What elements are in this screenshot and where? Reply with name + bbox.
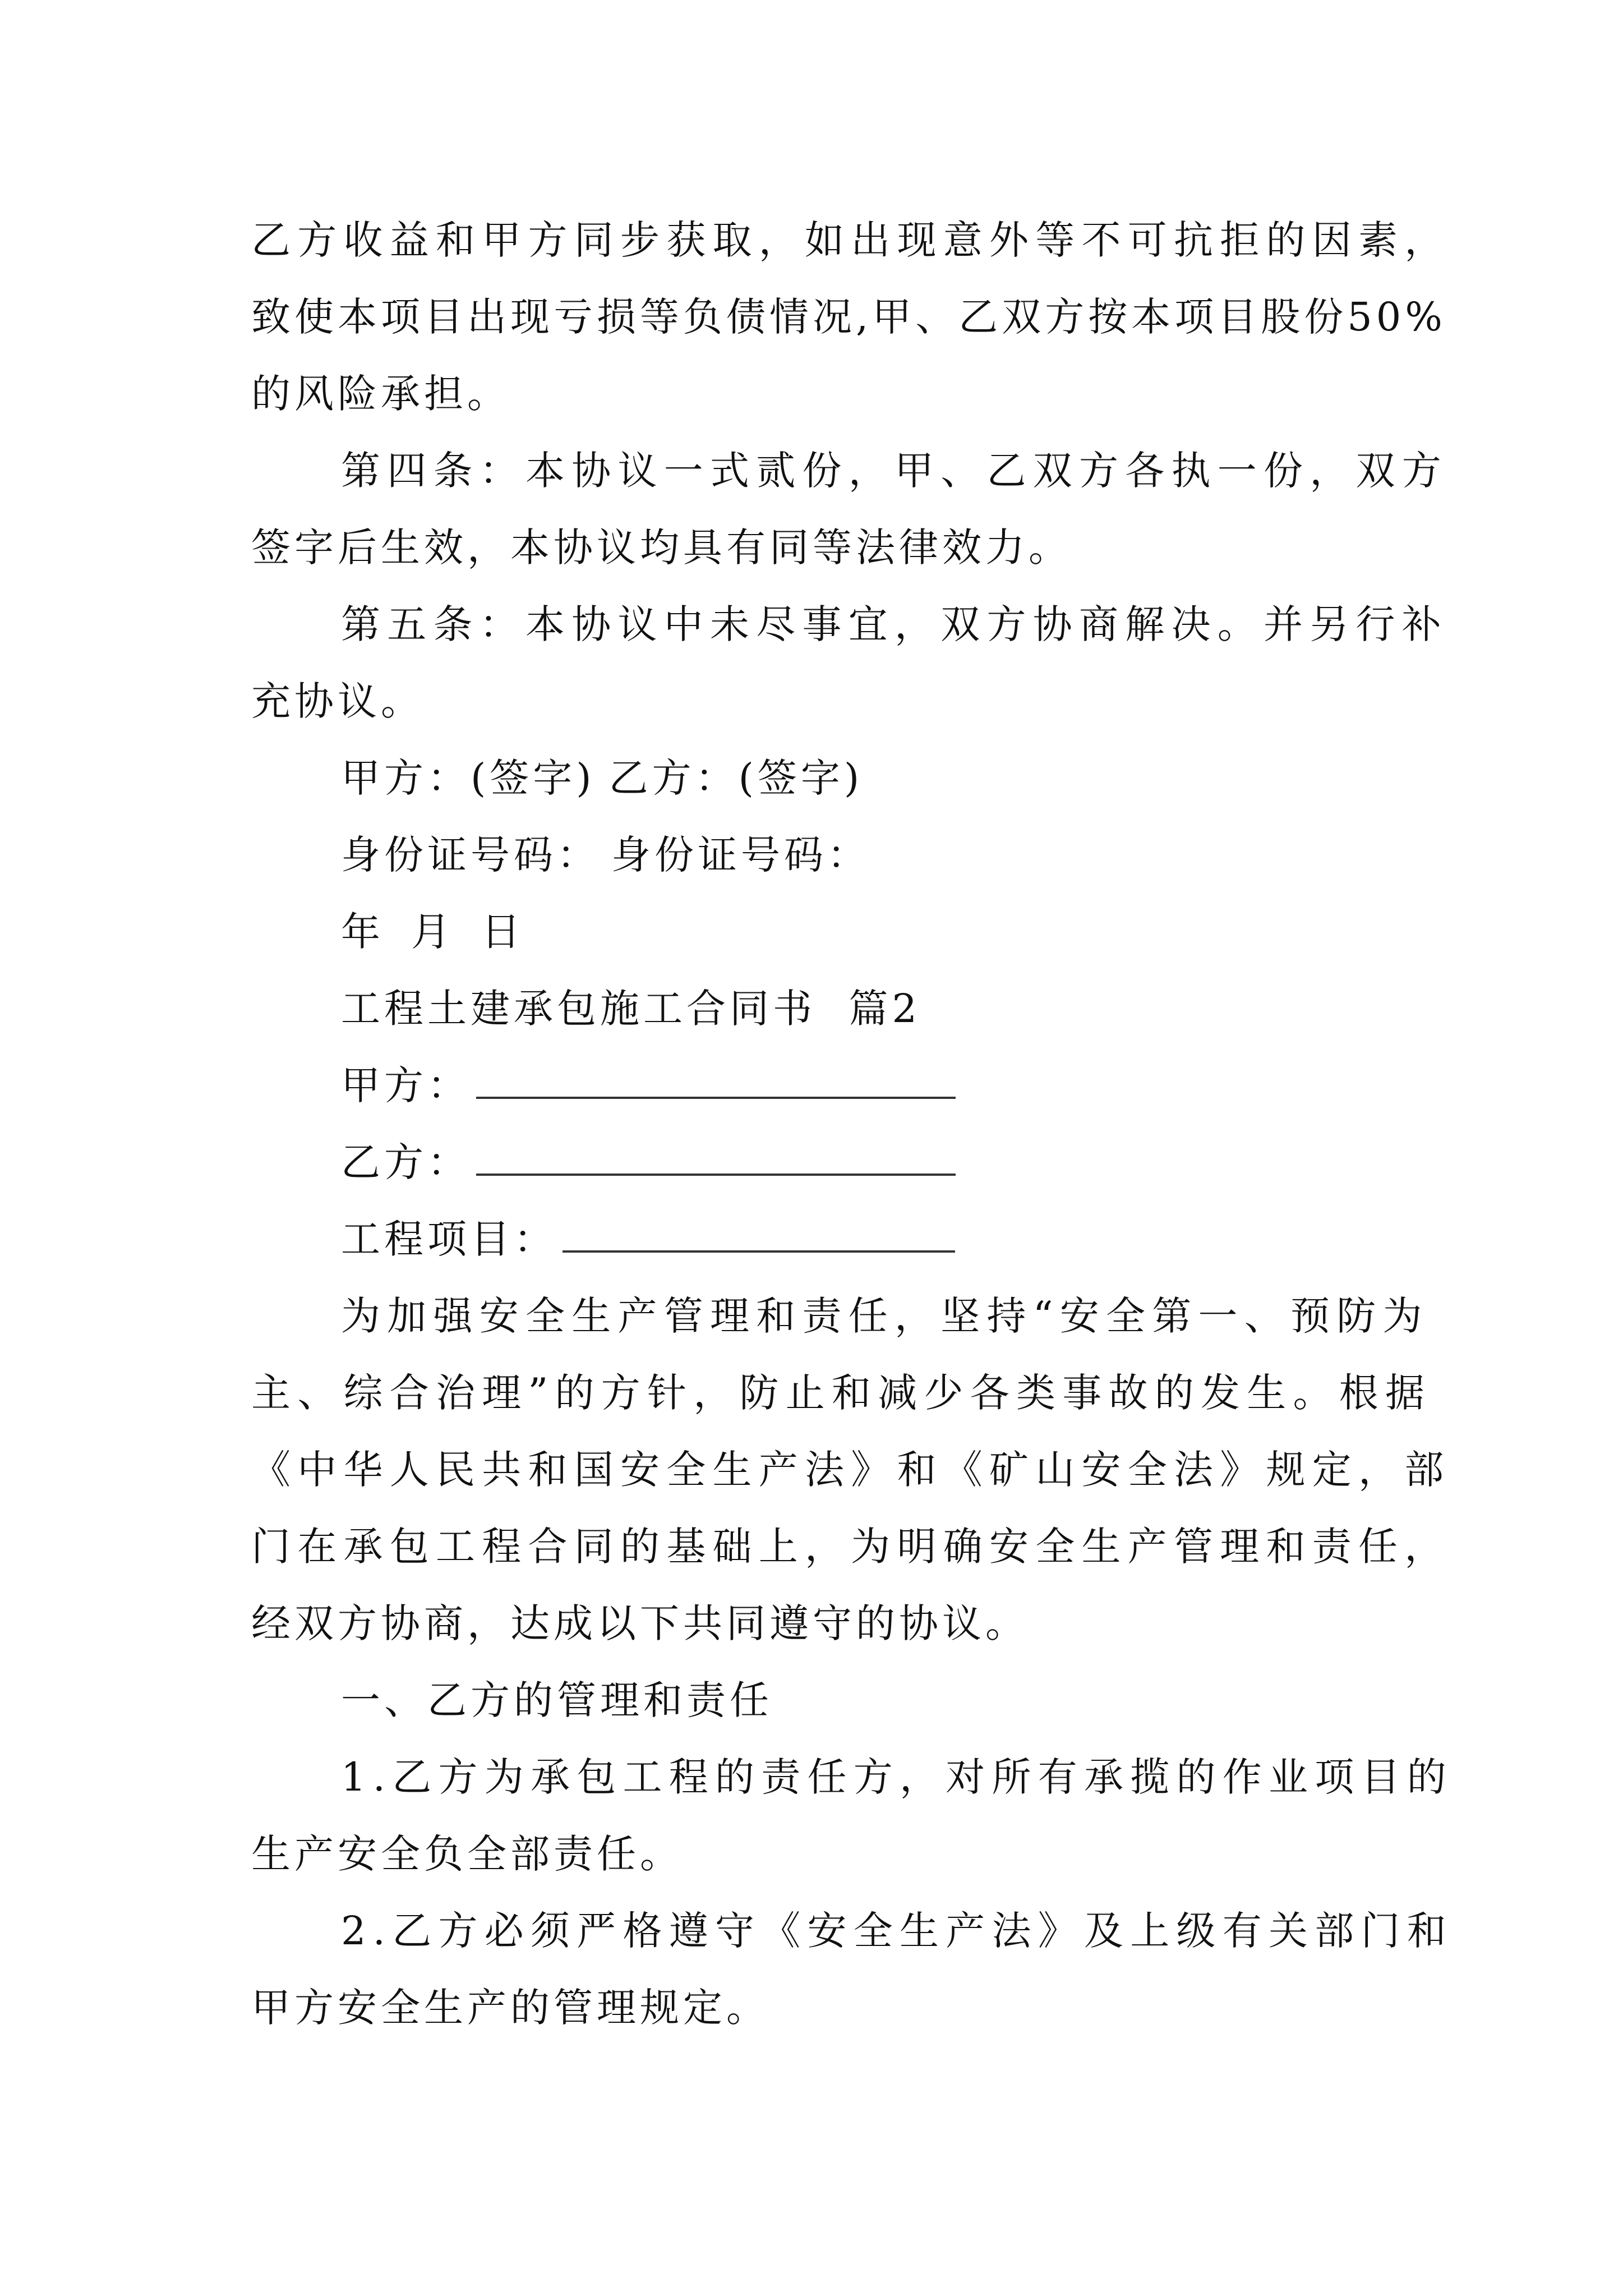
intro-line: 主、综合治理”的方针，防止和减少各类事故的发生。根据 — [251, 1370, 1432, 1416]
article-four-line: 签字后生效，本协议均具有同等法律效力。 — [251, 524, 1072, 570]
section-heading: 一、乙方的管理和责任 — [341, 1677, 773, 1723]
item-one-line: 生产安全负全部责任。 — [251, 1831, 683, 1877]
item-two-line: 甲方安全生产的管理规定。 — [251, 1985, 769, 2031]
project-field-label: 工程项目： — [341, 1216, 557, 1262]
id-number-row — [251, 817, 1418, 894]
article-five-line: 第五条：本协议中未尽事宜，双方协商解决。并另行补 — [341, 601, 1448, 647]
date-row — [251, 894, 1418, 970]
party-a-signature: 甲方：(签字) — [341, 755, 596, 801]
project-blank-line — [562, 1213, 955, 1253]
project-field-row — [251, 1201, 1418, 1278]
body-line: 乙方收益和甲方同步获取，如出现意外等不可抗拒的因素， — [251, 217, 1451, 263]
party-b-id-label: 身份证号码： — [611, 832, 870, 878]
party-b-field-row — [251, 1124, 1418, 1201]
party-a-field-label: 甲方： — [341, 1062, 471, 1108]
party-b-signature: 乙方：(签字) — [608, 755, 864, 801]
intro-line: 《中华人民共和国安全生产法》和《矿山安全法》规定，部 — [251, 1447, 1451, 1493]
section-two-title: 工程土建承包施工合同书 篇2 — [341, 986, 921, 1032]
party-a-id-label: 身份证号码： — [341, 832, 600, 878]
document-page — [251, 202, 1454, 2046]
intro-line: 为加强安全生产管理和责任，坚持“安全第一、预防为 — [341, 1293, 1429, 1339]
party-b-field-label: 乙方： — [341, 1139, 471, 1185]
party-b-blank-line — [476, 1137, 956, 1176]
body-line: 的风险承担。 — [251, 371, 510, 417]
item-two-line: 2.乙方必须严格遵守《安全生产法》及上级有关部门和 — [341, 1908, 1454, 1954]
party-a-blank-line — [476, 1060, 956, 1099]
signature-row — [251, 740, 1418, 817]
body-line: 致使本项目出现亏损等负债情况,甲、乙双方按本项目股份50% — [251, 294, 1446, 340]
intro-line: 门在承包工程合同的基础上，为明确安全生产管理和责任， — [251, 1524, 1451, 1570]
date-month: 月 — [411, 909, 454, 955]
intro-line: 经双方协商，达成以下共同遵守的协议。 — [251, 1600, 1029, 1646]
party-a-field-row — [251, 1047, 1418, 1124]
date-year: 年 — [341, 909, 384, 955]
date-day: 日 — [481, 909, 524, 955]
item-one-line: 1.乙方为承包工程的责任方，对所有承揽的作业项目的 — [341, 1754, 1454, 1800]
article-four-line: 第四条：本协议一式贰份，甲、乙双方各执一份，双方 — [341, 448, 1448, 494]
article-five-line: 充协议。 — [251, 678, 424, 724]
